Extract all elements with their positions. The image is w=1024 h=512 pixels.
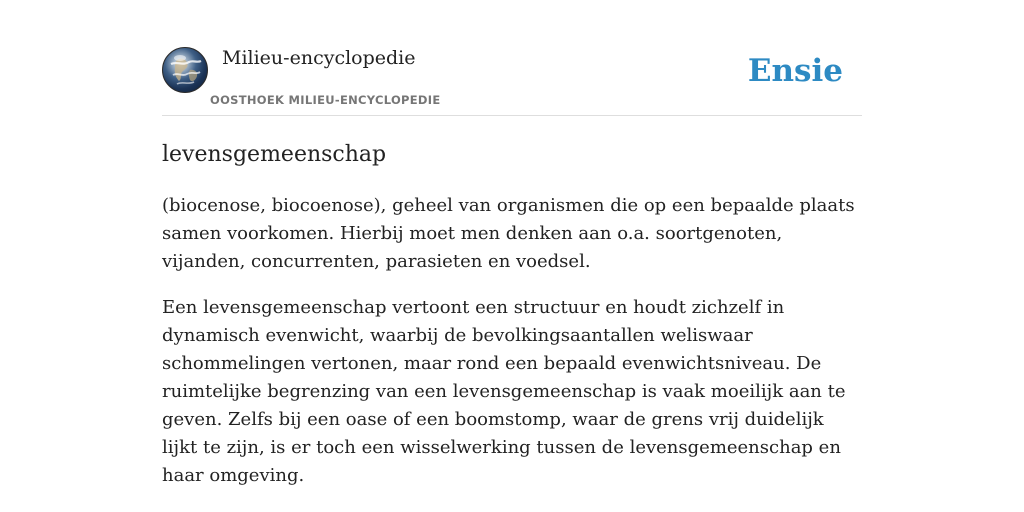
article-paragraph: (biocenose, biocoenose), geheel van organismen die op een bepaalde plaats samen voorkomen. Hierbij moet men denken aan o.a. soortgenoten, vijanden, concurrenten, parasieten en voedsel. (162, 195, 855, 272)
earth-globe-graphic (163, 48, 208, 93)
earth-globe-icon[interactable] (162, 47, 208, 93)
site-subtitle: OOSTHOEK MILIEU-ENCYCLOPEDIE (210, 93, 441, 107)
term-title: levensgemeenschap (162, 142, 387, 167)
header (162, 46, 862, 116)
article-paragraph: Een levensgemeenschap vertoont een structuur en houdt zichzelf in dynamisch evenwicht, waarbij de bevolkingsaantallen weliswaar schommelingen vertonen, maar rond een bepaald evenwichtsniveau. De ruimtelijke begrenzing van een levensgemeenschap is vaak moeilijk aan te geven. Zelfs bij een oase of een boomstomp, waar de grens vrij duidelijk lijkt te zijn, is er toch een wisselwerking tussen de levensgemeenschap en haar omgeving. (162, 297, 846, 486)
header-divider (162, 115, 862, 116)
brand-logo-link[interactable]: Ensie (747, 53, 843, 89)
article-body (162, 192, 862, 508)
site-title[interactable]: Milieu-encyclopedie (222, 47, 416, 69)
